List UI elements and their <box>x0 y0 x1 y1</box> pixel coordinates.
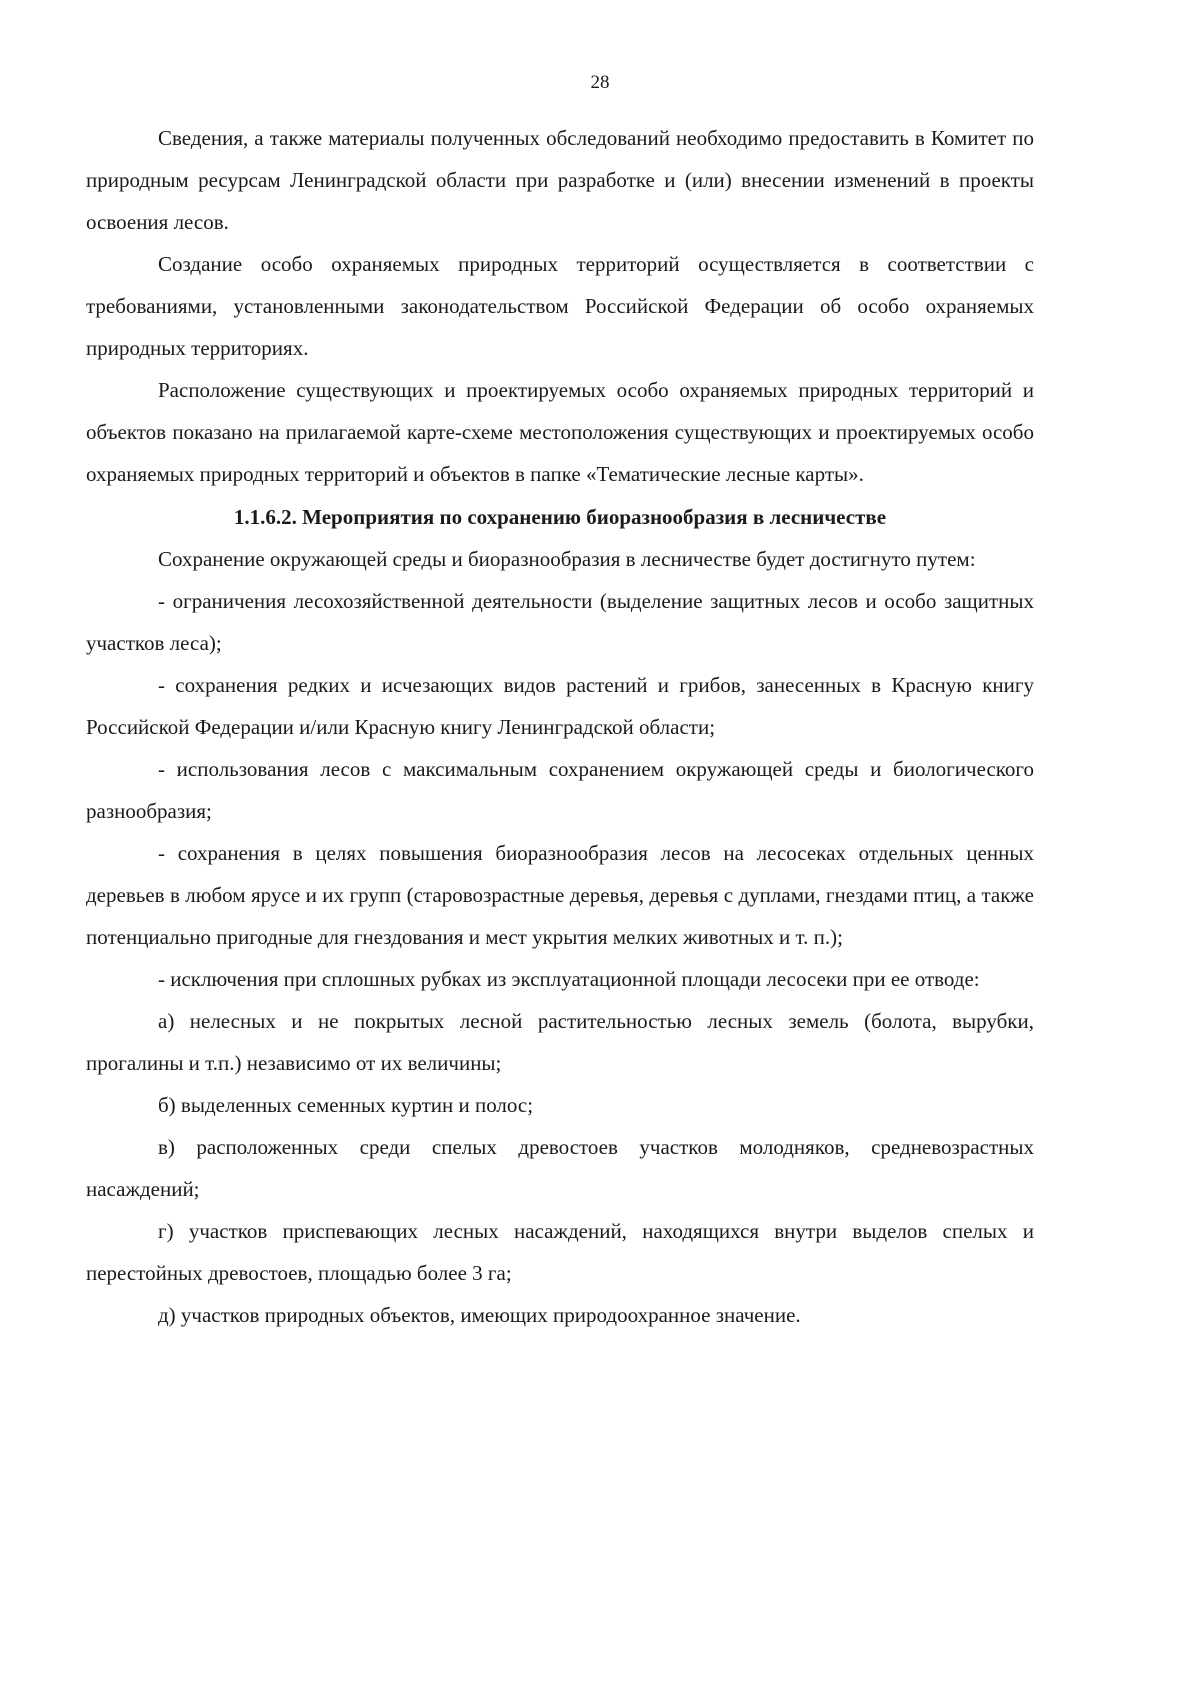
list-item-exclusion-v: в) расположенных среди спелых древостоев участков молодняков, средневозрастных насаждений; <box>86 1135 1034 1201</box>
section-heading: 1.1.6.2. Мероприятия по сохранению биоразнообразия в лесничестве <box>233 505 887 529</box>
paragraph-protected-areas-creation: Создание особо охраняемых природных территорий осуществляется в соответствии с требованиями, установленными законодательством Российской Федерации об особо охраняемых природных территориях. <box>86 252 1034 360</box>
list-item-measure-exclusion: - исключения при сплошных рубках из эксплуатационной площади лесосеки при ее отводе: <box>158 967 980 991</box>
list-item-exclusion-d: д) участков природных объектов, имеющих природоохранное значение. <box>158 1303 801 1327</box>
list-item-measure-forest-use: - использования лесов с максимальным сохранением окружающей среды и биологического разнообразия; <box>86 757 1034 823</box>
list-item-exclusion-b: б) выделенных семенных куртин и полос; <box>158 1093 534 1117</box>
list-item-exclusion-a: а) нелесных и не покрытых лесной растительностью лесных земель (болота, вырубки, прогалины и т.п.) независимо от их величины; <box>86 1009 1034 1075</box>
list-item-exclusion-g: г) участков приспевающих лесных насаждений, находящихся внутри выделов спелых и перестойных древостоев, площадью более 3 га; <box>86 1219 1034 1285</box>
list-item-measure-valuable-trees: - сохранения в целях повышения биоразнообразия лесов на лесосеках отдельных ценных деревьев в любом ярусе и их групп (старовозрастные деревья, деревья с дуплами, гнездами птиц, а также потенциально пригодные для гнездования и мест укрытия мелких животных и т. п.); <box>86 841 1034 949</box>
document-body <box>86 117 1034 1336</box>
paragraph-reports: Сведения, а также материалы полученных обследований необходимо предоставить в Комитет по природным ресурсам Ленинградской области при разработке и (или) внесении изменений в проекты освоения лесов. <box>86 126 1034 234</box>
page-number: 28 <box>590 72 610 93</box>
paragraph-intro: Сохранение окружающей среды и биоразнообразия в лесничестве будет достигнуто путем: <box>158 547 976 571</box>
list-item-measure-restriction: - ограничения лесохозяйственной деятельности (выделение защитных лесов и особо защитных участков леса); <box>86 589 1034 655</box>
list-item-measure-red-book: - сохранения редких и исчезающих видов растений и грибов, занесенных в Красную книгу Российской Федерации и/или Красную книгу Ленинградской области; <box>86 673 1034 739</box>
paragraph-protected-areas-location: Расположение существующих и проектируемых особо охраняемых природных территорий и объектов показано на прилагаемой карте-схеме местоположения существующих и проектируемых особо охраняемых природных территорий и объектов в папке «Тематические лесные карты». <box>86 378 1034 486</box>
